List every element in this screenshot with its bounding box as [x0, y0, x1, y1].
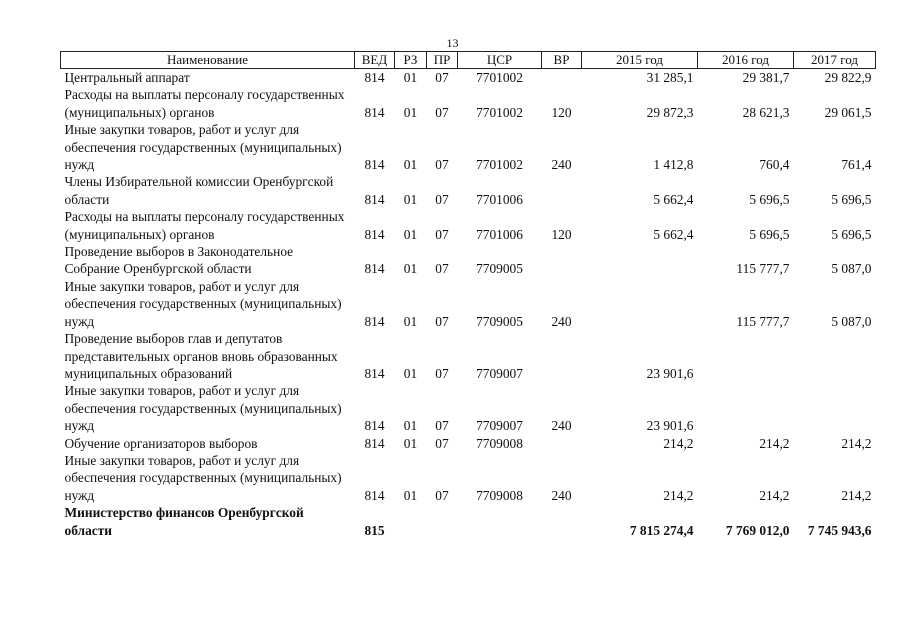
row-ved: 815	[364, 522, 385, 538]
row-pr: 07	[435, 365, 449, 381]
row-rz: 01	[403, 418, 418, 434]
row-csr: 7709008	[476, 435, 523, 451]
row-rz: 01	[403, 157, 418, 173]
row-2016: 5 696,5	[749, 226, 790, 242]
row-rz: 01	[403, 226, 418, 242]
row-2015: 23 901,6	[646, 365, 694, 381]
row-2017	[794, 330, 876, 382]
row-2015: 5 662,4	[653, 226, 694, 242]
row-name: Иные закупки товаров, работ и услуг для обеспечения государственных (муниципальных) нужд	[64, 278, 342, 329]
row-2015	[582, 243, 698, 278]
page-number: 13	[446, 36, 459, 50]
table-row	[61, 330, 876, 382]
row-csr: 7701006	[476, 191, 523, 207]
row-rz: 01	[403, 487, 418, 503]
row-vr	[542, 243, 582, 278]
row-2016: 28 621,3	[742, 104, 790, 120]
row-name: Расходы на выплаты персоналу государственных (муниципальных) органов	[64, 87, 345, 120]
row-rz: 01	[403, 70, 418, 85]
row-2017: 29 061,5	[824, 104, 872, 120]
row-pr: 07	[435, 435, 449, 451]
row-name: Члены Избирательной комиссии Оренбургской области	[64, 174, 334, 207]
row-2015	[582, 278, 698, 330]
row-name: Центральный аппарат	[64, 70, 190, 85]
row-2017: 761,4	[841, 157, 872, 173]
row-vr: 240	[551, 487, 572, 503]
row-csr: 7709007	[476, 365, 523, 381]
row-csr: 7709008	[476, 487, 523, 503]
table-body	[61, 69, 876, 539]
budget-table	[60, 51, 876, 539]
row-vr: 120	[551, 226, 572, 242]
row-2015: 31 285,1	[646, 70, 694, 85]
row-pr: 07	[435, 487, 449, 503]
row-csr: 7709005	[476, 261, 523, 277]
row-2016: 115 777,7	[736, 313, 790, 329]
table-row	[61, 86, 876, 121]
row-2015: 5 662,4	[653, 191, 694, 207]
row-name: Проведение выборов в Законодательное Собрание Оренбургской области	[64, 244, 294, 277]
row-2017: 5 696,5	[831, 191, 872, 207]
row-2016: 7 769 012,0	[725, 522, 790, 538]
row-2017: 5 696,5	[831, 226, 872, 242]
row-vr: 240	[551, 157, 572, 173]
header-ved: ВЕД	[355, 52, 395, 69]
row-2016: 29 381,7	[742, 70, 790, 85]
row-vr	[542, 69, 582, 87]
table-row	[61, 435, 876, 452]
table-row	[61, 69, 876, 87]
row-pr: 07	[435, 191, 449, 207]
row-ved: 814	[364, 487, 385, 503]
row-rz: 01	[403, 365, 418, 381]
row-2015: 29 872,3	[646, 104, 694, 120]
row-csr: 7701006	[476, 226, 523, 242]
row-2017: 5 087,0	[831, 261, 872, 277]
row-2017	[794, 382, 876, 434]
row-csr: 7701002	[476, 70, 523, 85]
table-row	[61, 208, 876, 243]
header-2015: 2015 год	[582, 52, 698, 69]
row-vr	[542, 330, 582, 382]
row-ved: 814	[364, 418, 385, 434]
header-vr: ВР	[542, 52, 582, 69]
row-pr: 07	[435, 226, 449, 242]
header-2016: 2016 год	[698, 52, 794, 69]
row-vr	[542, 173, 582, 208]
row-2017: 29 822,9	[824, 70, 872, 85]
row-rz: 01	[403, 313, 418, 329]
table-row	[61, 278, 876, 330]
row-2017: 5 087,0	[831, 313, 872, 329]
table-header-row	[61, 52, 876, 69]
row-2016: 760,4	[759, 157, 790, 173]
row-name: Иные закупки товаров, работ и услуг для обеспечения государственных (муниципальных) нужд	[64, 122, 342, 173]
row-2017: 214,2	[841, 435, 872, 451]
header-rz: РЗ	[395, 52, 427, 69]
header-csr: ЦСР	[458, 52, 542, 69]
row-2016	[698, 330, 794, 382]
row-csr	[458, 504, 542, 539]
table-row	[61, 382, 876, 434]
row-ved: 814	[364, 226, 385, 242]
row-ved: 814	[364, 313, 385, 329]
row-vr: 240	[551, 418, 572, 434]
table-row	[61, 243, 876, 278]
row-ved: 814	[364, 104, 385, 120]
row-2017: 214,2	[841, 487, 872, 503]
row-rz: 01	[403, 261, 418, 277]
row-pr: 07	[435, 70, 449, 85]
row-ved: 814	[364, 70, 385, 85]
row-2015: 23 901,6	[646, 418, 694, 434]
row-2017: 7 745 943,6	[807, 522, 872, 538]
row-csr: 7701002	[476, 157, 523, 173]
row-ved: 814	[364, 435, 385, 451]
row-name: Министерство финансов Оренбургской области	[64, 505, 304, 538]
row-csr: 7709007	[476, 418, 523, 434]
row-ved: 814	[364, 365, 385, 381]
row-name: Иные закупки товаров, работ и услуг для обеспечения государственных (муниципальных) нужд	[64, 383, 342, 434]
table-row	[61, 121, 876, 173]
row-2016: 214,2	[759, 487, 790, 503]
row-vr: 240	[551, 313, 572, 329]
row-vr	[542, 504, 582, 539]
row-pr: 07	[435, 104, 449, 120]
row-csr: 7709005	[476, 313, 523, 329]
row-pr: 07	[435, 418, 449, 434]
row-name: Расходы на выплаты персоналу государственных (муниципальных) органов	[64, 209, 345, 242]
row-csr: 7701002	[476, 104, 523, 120]
table-row	[61, 173, 876, 208]
row-ved: 814	[364, 191, 385, 207]
row-pr	[427, 504, 458, 539]
header-pr: ПР	[427, 52, 458, 69]
row-name: Проведение выборов глав и депутатов представительных органов вновь образованных муниципальных образований	[64, 331, 338, 381]
header-name: Наименование	[61, 52, 355, 69]
row-vr: 120	[551, 104, 572, 120]
row-rz	[395, 504, 427, 539]
table-row	[61, 504, 876, 539]
row-vr	[542, 435, 582, 452]
table-row	[61, 452, 876, 504]
row-2015: 7 815 274,4	[629, 522, 694, 538]
row-2016: 214,2	[759, 435, 790, 451]
row-2015: 214,2	[663, 487, 694, 503]
row-2016	[698, 382, 794, 434]
row-rz: 01	[403, 191, 418, 207]
row-name: Обучение организаторов выборов	[64, 435, 258, 451]
row-ved: 814	[364, 261, 385, 277]
row-rz: 01	[403, 435, 418, 451]
row-rz: 01	[403, 104, 418, 120]
row-pr: 07	[435, 157, 449, 173]
header-2017: 2017 год	[794, 52, 876, 69]
row-pr: 07	[435, 313, 449, 329]
row-ved: 814	[364, 157, 385, 173]
row-name: Иные закупки товаров, работ и услуг для обеспечения государственных (муниципальных) нужд	[64, 452, 342, 503]
row-pr: 07	[435, 261, 449, 277]
row-2015: 1 412,8	[653, 157, 694, 173]
row-2016: 115 777,7	[736, 261, 790, 277]
row-2016: 5 696,5	[749, 191, 790, 207]
row-2015: 214,2	[663, 435, 694, 451]
